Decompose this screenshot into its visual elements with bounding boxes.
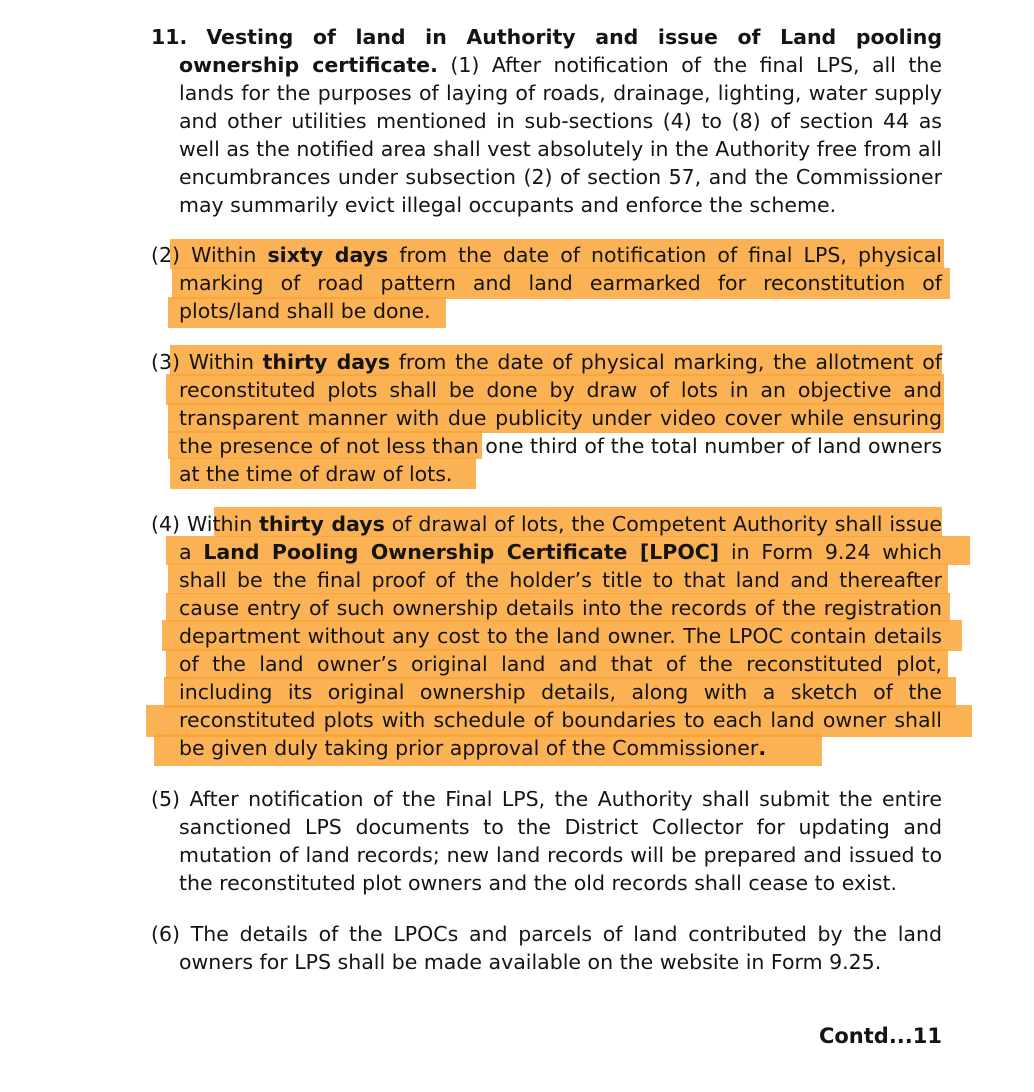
- text-line: plots/land shall be done.: [179, 299, 431, 323]
- text-line: well as the notified area shall vest absolutely in the Authority free from all: [179, 137, 942, 161]
- section-heading-cont: ownership certificate.: [179, 53, 438, 77]
- text-line: the presence of not less than one third of the total number of land owners: [179, 434, 942, 458]
- text-line: (2) Within sixty days from the date of notification of final LPS, physical: [151, 243, 942, 267]
- text-line: cause entry of such ownership details into the records of the registration: [179, 596, 942, 620]
- text-line: owners for LPS shall be made available on the website in Form 9.25.: [179, 950, 882, 974]
- contd-label: Contd...11: [818, 1024, 942, 1048]
- text-line: mutation of land records; new land records will be prepared and issued to: [179, 843, 942, 867]
- section-heading: Vesting of land in Authority and issue of Land pooling: [206, 25, 942, 49]
- text-line: marking of road pattern and land earmarked for reconstitution of: [179, 271, 942, 295]
- text-line: shall be the final proof of the holder’s title to that land and thereafter: [179, 568, 942, 592]
- text-line: encumbrances under subsection (2) of section 57, and the Commissioner: [179, 165, 942, 189]
- lpoc-term: Land Pooling Ownership Certificate [LPOC]: [203, 540, 720, 564]
- text-line: [151, 23, 942, 51]
- text-line: at the time of draw of lots.: [179, 462, 453, 486]
- text-line: department without any cost to the land owner. The LPOC contain details: [179, 624, 942, 648]
- section-number: 11.: [151, 25, 188, 49]
- text-line: including its original ownership details, along with a sketch of the: [179, 680, 942, 704]
- text-line: may summarily evict illegal occupants and enforce the scheme.: [179, 193, 837, 217]
- text-line: reconstituted plots with schedule of boundaries to each land owner shall: [179, 708, 942, 732]
- text-line: ownership certificate. (1) After notification of the final LPS, all the: [179, 53, 942, 77]
- text-line: the reconstituted plot owners and the old records shall cease to exist.: [179, 871, 898, 895]
- text-line: a Land Pooling Ownership Certificate [LPOC] in Form 9.24 which: [179, 540, 942, 564]
- text-line: (6) The details of the LPOCs and parcels of land contributed by the land: [151, 922, 942, 946]
- text-line: (4) Within thirty days of drawal of lots, the Competent Authority shall issue: [151, 512, 942, 536]
- text-line: transparent manner with due publicity under video cover while ensuring: [179, 406, 942, 430]
- text-line: (5) After notification of the Final LPS, the Authority shall submit the entire: [151, 787, 942, 811]
- text-line: reconstituted plots shall be done by draw of lots in an objective and: [179, 378, 942, 402]
- para-2: [151, 241, 942, 325]
- para-5: [151, 785, 942, 897]
- para-3: [151, 348, 942, 488]
- text-line: of the land owner’s original land and that of the reconstituted plot,: [179, 652, 942, 676]
- text-line: sanctioned LPS documents to the District Collector for updating and: [179, 815, 942, 839]
- text-line: (3) Within thirty days from the date of physical marking, the allotment of: [151, 350, 942, 374]
- text-line: lands for the purposes of laying of roads, drainage, lighting, water supply: [179, 81, 942, 105]
- section-11-para-1: [151, 23, 942, 219]
- text-line: be given duly taking prior approval of the Commissioner.: [179, 736, 767, 760]
- para-4: [151, 510, 942, 762]
- text-line: and other utilities mentioned in sub-sections (4) to (8) of section 44 as: [179, 109, 942, 133]
- para-6: [151, 920, 942, 976]
